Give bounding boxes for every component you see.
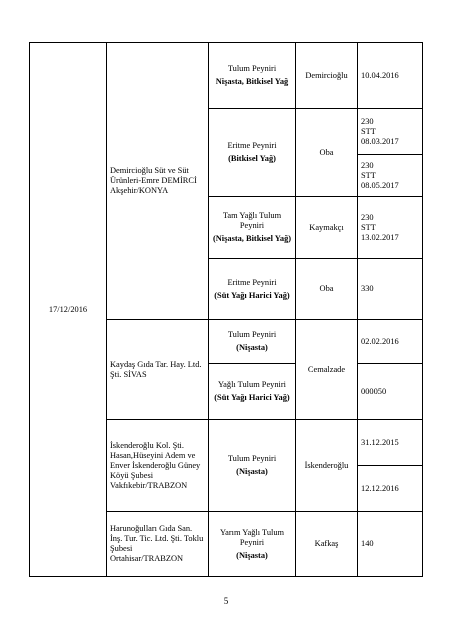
lot-line: STT	[361, 222, 376, 232]
lot-cell	[358, 155, 423, 197]
product-cell	[209, 512, 296, 577]
lot-line: 230	[361, 160, 374, 170]
lot-line: 000050	[361, 386, 387, 396]
lot-cell	[358, 512, 423, 577]
lot-cell	[358, 320, 423, 364]
lot-line: 31.12.2015	[361, 437, 399, 447]
company-cell: Kaydaş Gıda Tar. Hay. Ltd. Şti. SİVAS	[107, 320, 209, 420]
product-detail: (Nişasta)	[236, 467, 268, 476]
lot-line: 330	[361, 284, 374, 293]
lot-line: 08.05.2017	[361, 180, 399, 190]
lot-cell	[358, 43, 423, 109]
product-cell	[209, 43, 296, 109]
lot-line: 10.04.2016	[361, 70, 399, 80]
product-name: Tulum Peyniri	[227, 330, 277, 339]
product-detail: (Nişasta)	[236, 343, 268, 352]
product-name: Yarım Yağlı Tulum Peyniri	[219, 527, 285, 547]
brand-cell: Demircioğlu	[296, 43, 358, 109]
product-name: Tulum Peyniri	[227, 454, 277, 463]
product-detail: (Nişasta)	[236, 550, 268, 560]
brand-cell: Oba	[296, 109, 358, 197]
product-cell	[209, 109, 296, 197]
brand-cell: Oba	[296, 259, 358, 320]
brand-cell: İskenderoğlu	[296, 420, 358, 512]
product-name: Eritme Peyniri	[227, 277, 277, 287]
lot-line: 13.02.2017	[361, 232, 399, 242]
page-number: 5	[223, 596, 229, 606]
product-detail: Nişasta, Bitkisel Yağ	[215, 77, 289, 86]
lot-cell	[358, 109, 423, 155]
table-row	[30, 43, 423, 109]
product-table	[29, 42, 423, 577]
lot-line: 140	[361, 539, 374, 548]
lot-line: 08.03.2017	[361, 136, 399, 146]
company-cell: İskenderoğlu Kol. Şti. Hasan,Hüseyini Adem ve Enver İskenderoğlu Güney Köyü Şubesi Vakfıkebir/TRABZON	[107, 420, 209, 512]
brand-cell: Kafkaş	[296, 512, 358, 577]
lot-cell	[358, 364, 423, 420]
company-cell: Harunoğulları Gıda San. İnş. Tur. Tic. Ltd. Şti. Toklu Şubesi Ortahisar/TRABZON	[107, 512, 209, 577]
product-detail: (Süt Yağı Harici Yağ)	[214, 290, 290, 300]
lot-line: 230	[361, 116, 374, 126]
lot-line: STT	[361, 170, 376, 180]
product-detail: (Süt Yağı Harici Yağ)	[214, 393, 290, 402]
lot-cell	[358, 420, 423, 466]
product-cell	[209, 420, 296, 512]
lot-line: 230	[361, 212, 374, 222]
lot-cell	[358, 466, 423, 512]
lot-cell	[358, 197, 423, 259]
product-cell	[209, 259, 296, 320]
product-name: Yağlı Tulum Peyniri	[217, 380, 287, 389]
lot-cell	[358, 259, 423, 320]
lot-line: STT	[361, 126, 376, 136]
lot-line: 02.02.2016	[361, 336, 399, 346]
product-cell	[209, 364, 296, 420]
brand-cell: Cemalzade	[296, 320, 358, 420]
lot-line: 12.12.2016	[361, 483, 399, 493]
product-name: Eritme Peyniri	[227, 141, 277, 150]
product-detail: (Nişasta, Bitkisel Yağ)	[212, 234, 292, 243]
product-cell	[209, 197, 296, 259]
product-name: Tulum Peyniri	[227, 64, 277, 73]
product-detail: (Bitkisel Yağ)	[228, 154, 276, 163]
brand-cell: Kaymakçı	[296, 197, 358, 259]
product-name: Tam Yağlı Tulum Peyniri	[222, 211, 282, 230]
date-cell: 17/12/2016	[30, 43, 107, 577]
company-cell: Demircioğlu Süt ve Süt Ürünleri-Emre DEMİRCİ Akşehir/KONYA	[107, 43, 209, 320]
product-cell	[209, 320, 296, 364]
